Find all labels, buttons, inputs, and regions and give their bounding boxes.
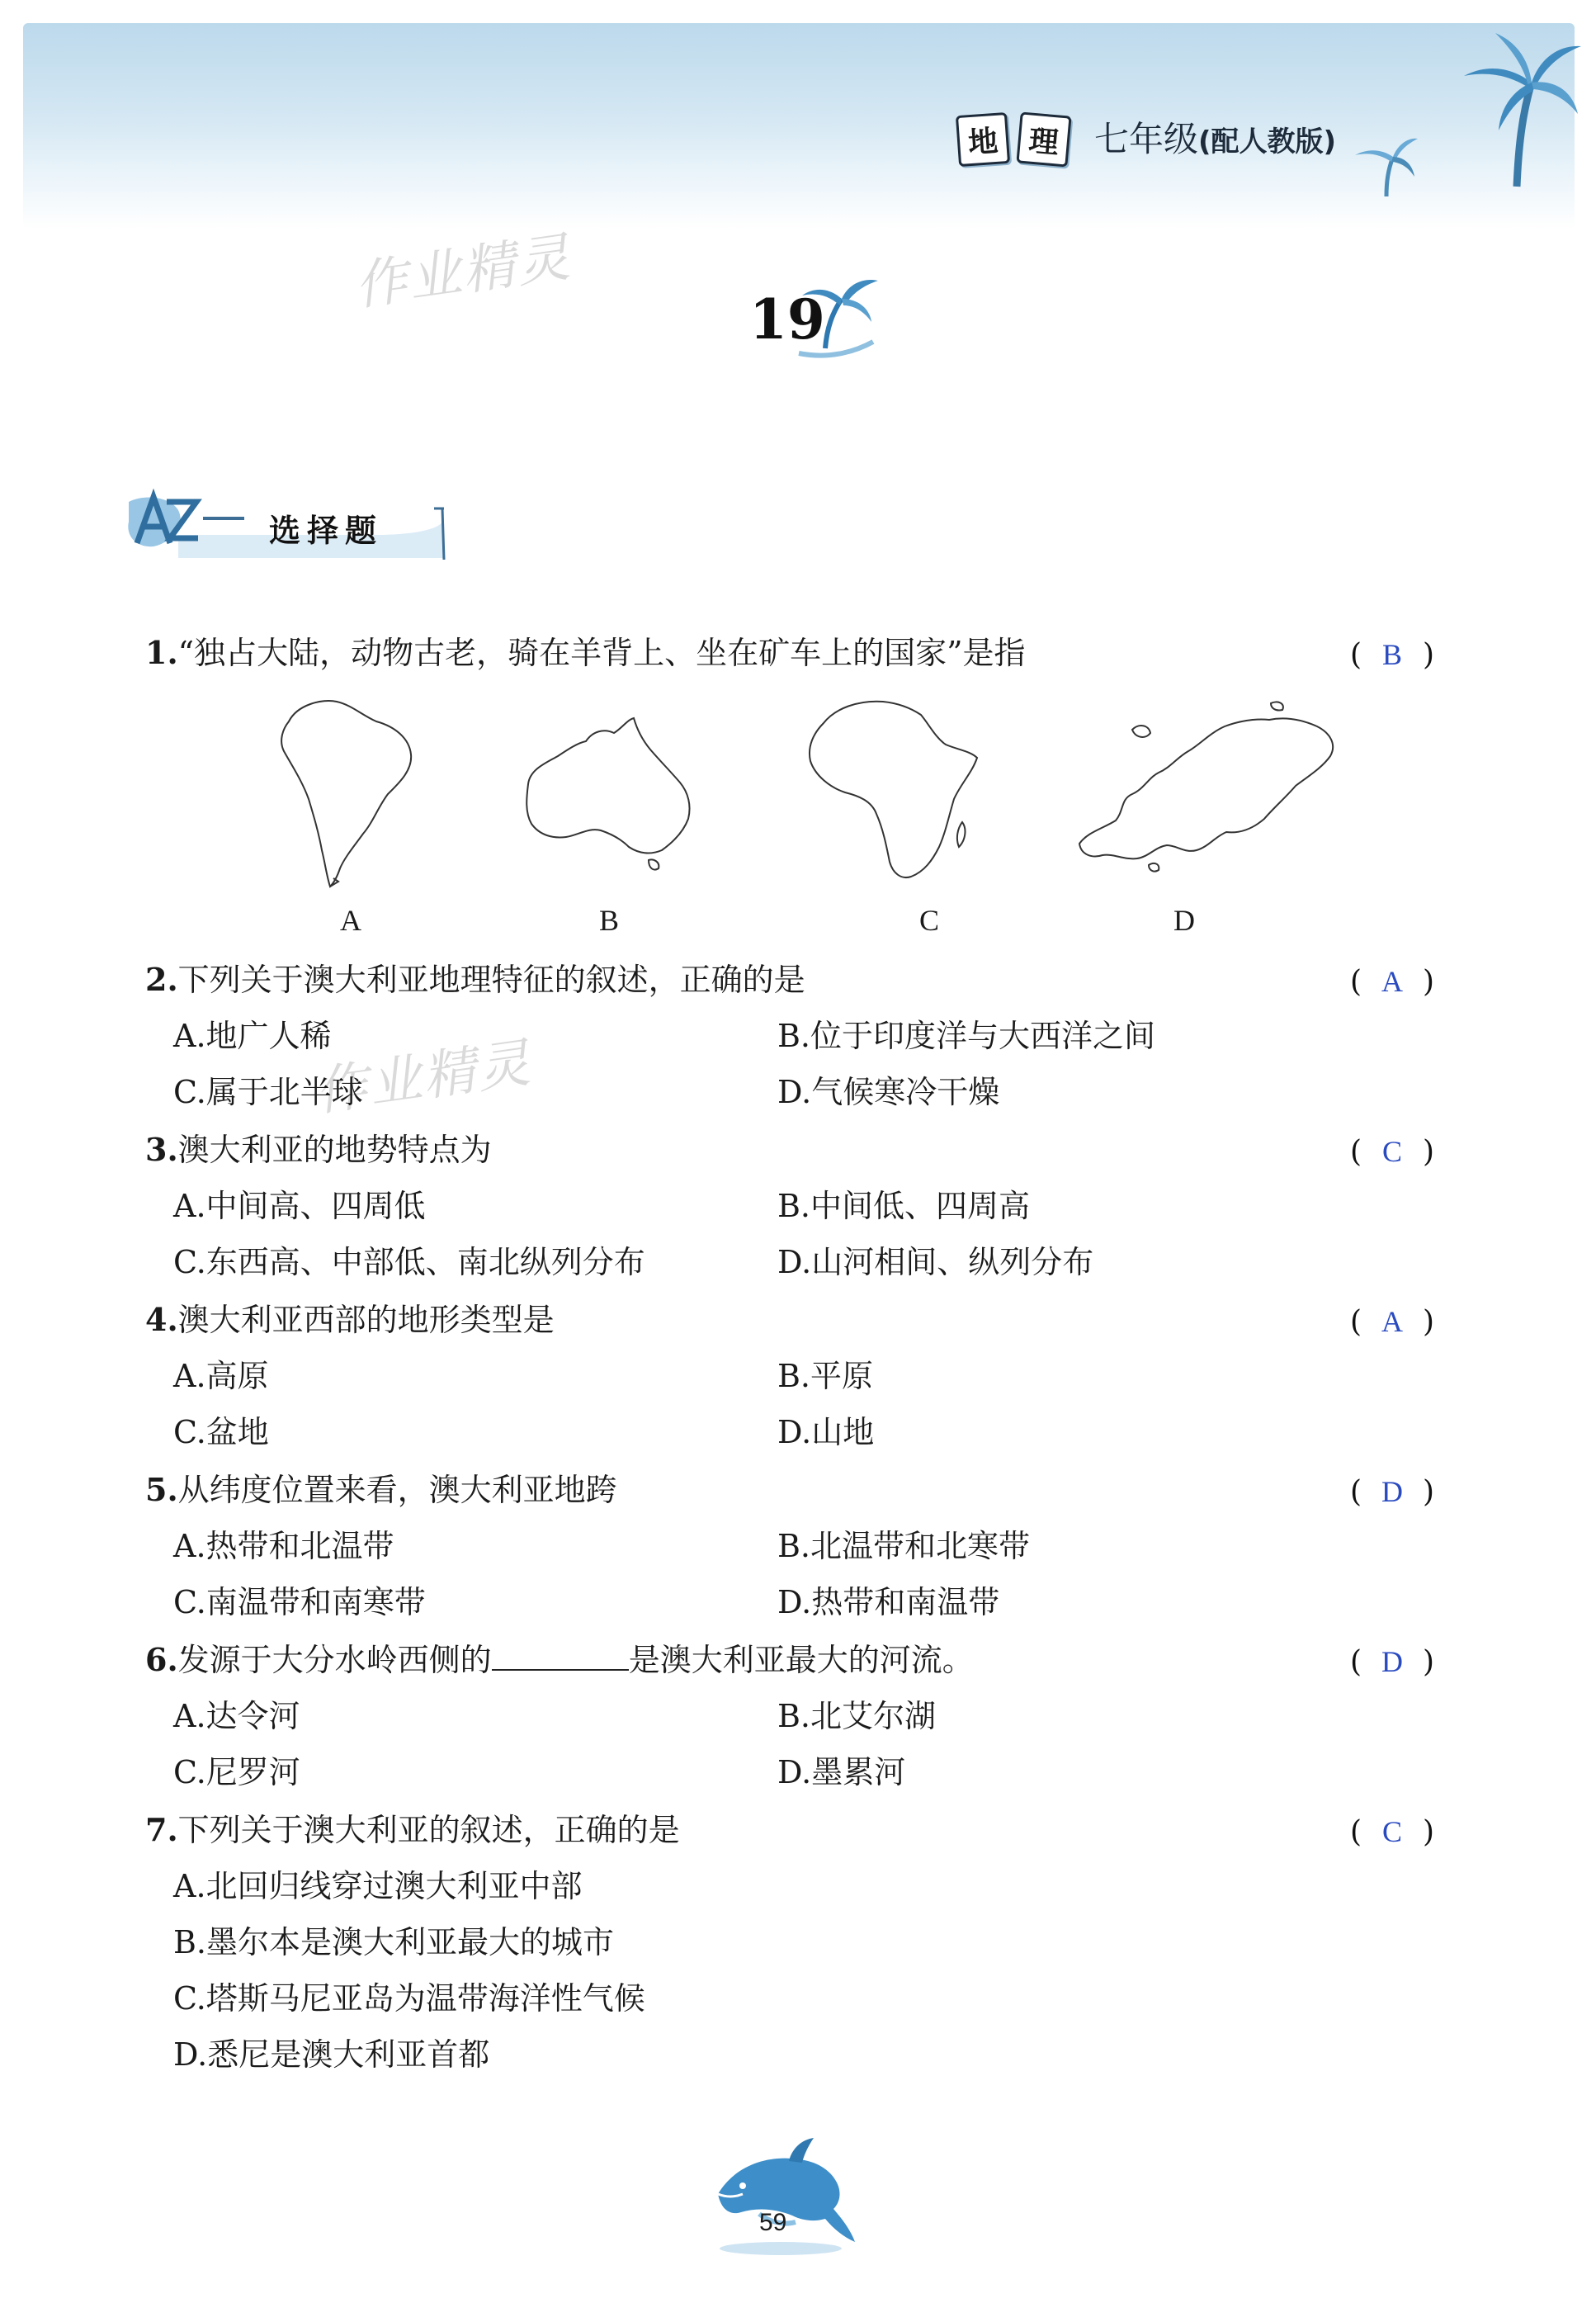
answer-bracket [1350,1814,1434,1849]
question-text: 从纬度位置来看，澳大利亚地跨 [177,1472,617,1508]
option: B.墨尔本是澳大利亚最大的城市 [173,1924,615,1960]
option: B.北艾尔湖 [777,1698,937,1734]
option: D.墨累河 [777,1754,906,1790]
bracket-close: ) [1423,1645,1435,1679]
option: A.高原 [173,1358,269,1394]
question-number: 6. [145,1641,178,1678]
answer-bracket [1350,1644,1434,1679]
answer-letter: B [1382,638,1403,671]
question-2-stem [145,961,805,998]
bracket-close: ) [1423,638,1435,672]
question-number: 1. [145,634,178,671]
question-number: 2. [145,961,178,998]
answer-bracket [1350,637,1434,672]
option: A.热带和北温带 [173,1528,394,1564]
bracket-close: ) [1423,1305,1435,1339]
section-title: 选择题 [269,513,384,549]
option: D.山河相间、纵列分布 [777,1244,1094,1280]
option: D.气候寒冷干燥 [777,1074,1000,1110]
question-1-stem [145,634,1026,671]
option: B.中间低、四周高 [777,1188,1031,1224]
question-number: 4. [145,1301,178,1338]
dolphin-icon [710,2136,858,2260]
grade-label [1094,112,1336,162]
header-banner [23,23,1575,229]
bracket-open: ( [1350,1135,1362,1169]
question-text: “独占大陆，动物古老，骑在羊背上、坐在矿车上的国家”是指 [177,635,1026,671]
answer-letter: D [1381,1645,1404,1678]
option: D.热带和南温带 [777,1584,1000,1620]
answer-bracket [1350,1134,1434,1169]
option: C.东西高、中部低、南北纵列分布 [173,1244,645,1280]
question-text: 澳大利亚的地势特点为 [177,1132,492,1168]
watermark: 作业精灵 [350,226,575,318]
question-text: 下列关于澳大利亚的叙述，正确的是 [177,1812,680,1848]
option: D.悉尼是澳大利亚首都 [173,2036,490,2073]
bracket-close: ) [1423,1135,1435,1169]
question-7-stem [145,1811,680,1848]
edition-text: (配人教版) [1198,125,1337,158]
bracket-open: ( [1350,1815,1362,1849]
question-number: 7. [145,1811,178,1848]
grade-text: 七年级 [1094,119,1199,159]
question-number: 3. [145,1131,178,1168]
map-label-a: A [340,904,361,937]
bracket-open: ( [1350,1305,1362,1339]
europe-map [1070,697,1342,878]
subject-tile: 地 [956,112,1010,167]
lesson-number: 19 [749,287,825,352]
option: A.北回归线穿过澳大利亚中部 [173,1868,583,1904]
option: A.中间高、四周低 [173,1188,426,1224]
answer-bracket [1350,964,1434,999]
answer-letter: A [1381,1305,1404,1338]
option: C.塔斯马尼亚岛为温带海洋性气候 [173,1980,645,2017]
map-label-d: D [1173,904,1195,937]
palm-tree-icon [1436,25,1584,190]
question-text: 发源于大分水岭西侧的 [177,1642,492,1678]
bracket-close: ) [1423,1475,1435,1509]
question-6-stem [145,1641,974,1678]
answer-letter: A [1381,965,1404,998]
africa-map [800,690,990,888]
option: A.地广人稀 [173,1018,332,1054]
question-4-stem [145,1301,555,1338]
answer-letter: D [1381,1475,1404,1508]
australia-map [518,715,700,872]
option: D.山地 [777,1414,875,1450]
option: C.南温带和南寒带 [173,1584,426,1620]
watermark: 作业精灵 [310,1032,536,1123]
fill-in-blank [492,1644,629,1671]
map-label-b: B [599,904,620,937]
page-number: 59 [759,2209,787,2236]
bracket-open: ( [1350,1645,1362,1679]
question-number: 5. [145,1471,178,1508]
answer-bracket [1350,1304,1434,1339]
question-text: 澳大利亚西部的地形类型是 [177,1302,555,1338]
question-5-stem [145,1471,617,1508]
palm-tree-icon [1345,124,1419,198]
bracket-open: ( [1350,1475,1362,1509]
option: B.北温带和北寒带 [777,1528,1031,1564]
question-text: 下列关于澳大利亚地理特征的叙述，正确的是 [177,962,805,998]
answer-bracket [1350,1474,1434,1509]
option: C.尼罗河 [173,1754,300,1790]
bracket-close: ) [1423,965,1435,999]
map-label-c: C [919,904,940,937]
option: A.达令河 [173,1698,300,1734]
bracket-open: ( [1350,638,1362,672]
option: B.平原 [777,1358,874,1394]
subject-tile: 理 [1016,111,1071,167]
option: C.属于北半球 [173,1074,363,1110]
answer-letter: C [1382,1815,1403,1848]
option: B.位于印度洋与大西洋之间 [777,1018,1156,1054]
question-3-stem [145,1131,492,1168]
answer-letter: C [1382,1135,1403,1168]
bracket-close: ) [1423,1815,1435,1849]
option: C.盆地 [173,1414,269,1450]
south-america-map [272,692,421,890]
question-text: 是澳大利亚最大的河流。 [628,1642,974,1678]
bracket-open: ( [1350,965,1362,999]
